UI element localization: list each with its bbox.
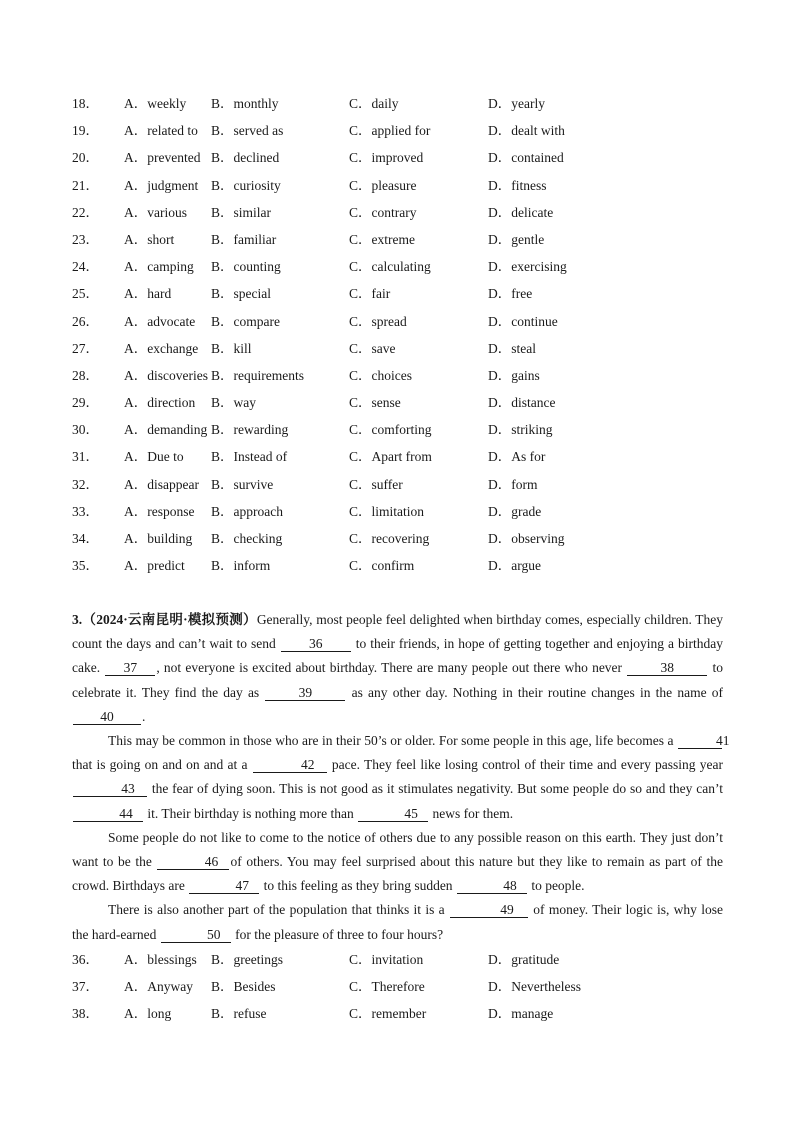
option-a: A．related to [124,123,198,139]
question-row [72,420,732,447]
question-row [72,366,732,393]
option-c: C．limitation [349,503,425,519]
option-c: C．sense [349,395,401,411]
option-list-top [72,94,732,583]
option-b: B．refuse [211,1006,267,1022]
blank-43: 43 [73,781,147,797]
option-b: B．approach [211,503,283,519]
question-row [72,393,732,420]
option-a: A．predict [124,558,185,574]
question-number: 38． [72,1006,99,1022]
question-row [72,447,732,474]
blank-41: 41 [678,733,722,749]
option-d: D．continue [488,313,558,329]
question-row [72,312,732,339]
question-row [72,475,732,502]
question-row [72,339,732,366]
question-number: 21． [72,177,99,193]
passage-paragraph [72,608,723,729]
question-row [72,121,732,148]
option-a: A．hard [124,286,172,302]
option-c: C．choices [349,367,412,383]
question-row [72,176,732,203]
option-a: A．exchange [124,340,199,356]
blank-38: 38 [627,660,707,676]
question-row [72,257,732,284]
option-c: C．pleasure [349,177,417,193]
passage-text: Generally, most people feel delighted when birthday comes, especially children. They count the days and can’t wait to send [72,612,723,652]
option-b: B．Besides [211,979,276,995]
option-c: C．save [349,340,396,356]
passage-text: to their friends, in hope of getting together and enjoying a birthday cake. [72,636,723,676]
option-a: A．prevented [124,150,201,166]
blank-37: 37 [105,660,155,676]
option-c: C．confirm [349,558,415,574]
blank-48: 48 [457,878,527,894]
question-number: 30． [72,422,99,438]
passage-paragraph [72,898,723,946]
option-b: B．rewarding [211,422,289,438]
option-d: D．gratitude [488,952,560,967]
blank-36: 36 [281,636,351,652]
passage-text: to people. [527,878,585,894]
option-b: B．counting [211,259,281,275]
option-a: A．discoveries [124,367,208,383]
option-a: A．judgment [124,177,199,193]
option-c: C．recovering [349,531,430,546]
option-d: D．distance [488,395,556,411]
option-c: C．fair [349,286,391,302]
option-c: C．daily [349,96,399,111]
option-b: B．inform [211,558,271,574]
option-d: D．steal [488,340,536,356]
option-d: D．dealt with [488,123,565,139]
option-b: B．compare [211,313,280,329]
option-b: B．declined [211,150,280,166]
passage-text: This may be common in those who are in their 50’s or older. For some people in this age, life becomes a [108,733,677,749]
passage-text: , not everyone is excited about birthday. There are many people out there who never [156,660,627,676]
option-a: A．disappear [124,476,199,492]
question-number: 28． [72,367,99,383]
option-c: C．spread [349,313,407,329]
question-row [72,556,732,583]
option-c: C．calculating [349,259,431,275]
option-d: D．form [488,476,538,492]
option-a: A．demanding [124,422,208,438]
option-b: B．requirements [211,367,304,383]
option-d: D．exercising [488,259,567,275]
question-number: 34． [72,531,99,546]
option-a: A．response [124,503,195,519]
option-d: D．argue [488,558,541,574]
passage-text: There is also another part of the population that thinks it is a [108,902,449,918]
option-d: D．free [488,286,533,302]
question-row [72,284,732,311]
option-b: B．curiosity [211,177,281,193]
passage-text: of others. You may feel surprised about this nature but they like to remain as part of the crowd. Birthdays are [72,854,723,894]
passage-source-label: 3.（2024·云南昆明·模拟预测） [72,612,257,627]
passage-text: . [142,708,146,724]
option-c: C．invitation [349,952,424,967]
blank-40: 40 [73,709,141,725]
option-a: A．direction [124,395,196,411]
passage-text: pace. They feel like losing control of their time and every passing year [327,757,724,773]
passage-text: it. Their birthday is nothing more than [144,805,358,821]
option-a: A．weekly [124,96,187,111]
question-number: 23． [72,231,99,247]
option-d: D．grade [488,503,542,519]
option-a: A．various [124,204,187,220]
option-d: D．fitness [488,177,547,193]
option-d: D．striking [488,422,553,438]
option-c: C．suffer [349,476,403,492]
option-d: D．yearly [488,96,545,111]
cloze-passage [72,608,730,947]
option-a: A．camping [124,259,194,275]
option-b: B．survive [211,476,274,492]
question-number: 18． [72,96,99,111]
question-row [72,502,732,529]
blank-46: 46 [157,854,229,870]
option-a: A．advocate [124,313,196,329]
passage-text: Some people do not like to come to the notice of others due to any possible reason on this earth. They just don’t want to be the [72,829,723,870]
option-b: B．special [211,286,271,302]
question-number: 36． [72,952,99,967]
question-number: 29． [72,395,99,411]
option-d: D．As for [488,449,546,465]
option-a: A．Anyway [124,979,193,995]
passage-text: that is going on and on and at a [72,757,252,773]
passage-text: as any other day. Nothing in their routine changes in the name of [346,684,723,700]
option-a: A．blessings [124,952,197,967]
question-row [72,977,732,1004]
option-b: B．kill [211,340,252,356]
option-a: A．short [124,231,175,247]
blank-42: 42 [253,757,327,773]
question-number: 20． [72,150,99,166]
question-number: 24． [72,259,99,275]
question-number: 32． [72,476,99,492]
option-d: D．gentle [488,231,545,247]
blank-50: 50 [161,927,231,943]
blank-47: 47 [189,878,259,894]
blank-44: 44 [73,806,143,822]
option-a: A．Due to [124,449,184,465]
passage-text: the fear of dying soon. This is not good as it stimulates negativity. But some people do so and they can’t [148,781,723,797]
passage-text: news for them. [429,805,514,821]
option-b: B．Instead of [211,449,288,465]
question-row [72,950,732,977]
question-number: 37． [72,979,99,995]
option-b: B．served as [211,123,284,139]
option-b: B．monthly [211,96,279,111]
option-c: C．contrary [349,204,417,220]
option-d: D．Nevertheless [488,979,581,995]
question-row [72,529,732,556]
option-d: D．observing [488,531,565,546]
option-d: D．contained [488,150,564,166]
option-c: C．extreme [349,231,415,247]
question-row [72,94,732,121]
option-d: D．manage [488,1006,554,1022]
question-number: 26． [72,313,99,329]
blank-49: 49 [450,902,528,918]
passage-paragraph [72,729,730,826]
option-b: B．checking [211,531,283,546]
question-number: 25． [72,286,99,302]
option-b: B．familiar [211,231,277,247]
question-number: 35． [72,558,99,574]
option-c: C．remember [349,1006,427,1022]
blank-45: 45 [358,806,428,822]
question-row [72,1004,732,1031]
option-b: B．similar [211,204,271,220]
passage-text: to this feeling as they bring sudden [260,878,456,894]
option-b: B．greetings [211,952,283,967]
option-a: A．long [124,1006,172,1022]
option-c: C．applied for [349,123,431,139]
option-b: B．way [211,395,256,411]
passage-text: for the pleasure of three to four hours? [231,926,444,942]
question-row [72,148,732,175]
passage-text: to celebrate it. They find the day as [72,660,723,700]
option-c: C．Apart from [349,449,432,465]
option-d: D．delicate [488,204,554,220]
question-number: 33． [72,503,99,519]
option-list-bottom [72,950,732,1032]
question-number: 22． [72,204,99,220]
question-row [72,230,732,257]
question-row [72,203,732,230]
blank-39: 39 [265,685,345,701]
option-c: C．improved [349,150,424,166]
question-number: 27． [72,340,99,356]
passage-text: of money. Their logic is, why lose the hard-earned [72,902,723,942]
option-a: A．building [124,531,193,546]
option-c: C．comforting [349,422,432,438]
question-number: 19． [72,123,99,139]
option-c: C．Therefore [349,979,425,995]
question-number: 31． [72,449,99,465]
option-d: D．gains [488,367,540,383]
passage-paragraph [72,826,723,899]
